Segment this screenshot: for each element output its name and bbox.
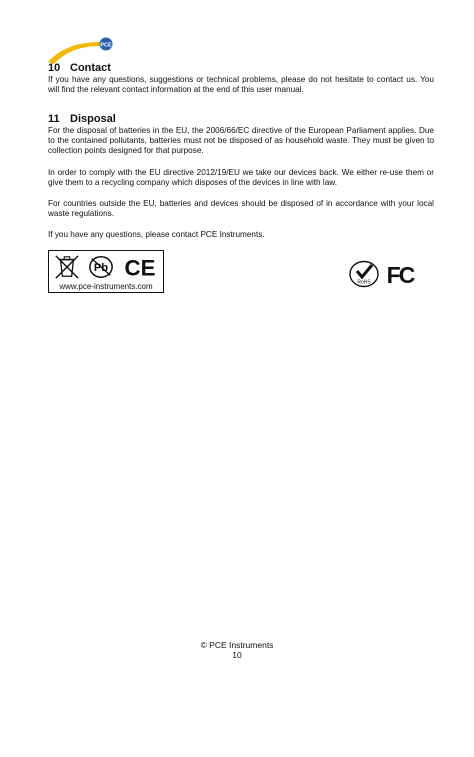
section-heading [48,62,434,74]
section-heading [48,113,434,125]
logo-swoosh [48,42,100,64]
ce-mark-icon [121,254,159,280]
page-number: 10 [232,650,242,660]
section-title: Contact [70,62,111,74]
rohs-icon [348,260,380,288]
section-number: 11 [48,113,60,125]
svg-text:Pb: Pb [93,262,109,275]
fcc-icon [384,261,416,287]
website-url: www.pce-instruments.com [59,282,153,291]
paragraph: If you have any questions, suggestions or technical problems, please do not hesitate to contact us. You will find the relevant contact information at the end of this user manual. [48,75,434,95]
section-title: Disposal [70,113,116,125]
page-footer [0,640,474,660]
section-contact [48,62,434,95]
section-number: 10 [48,62,61,74]
copyright: © PCE Instruments [200,640,274,650]
paragraph: For the disposal of batteries in the EU, the 2006/66/EC directive of the European Parliament applies. Due to the contained pollutants, batteries must not be disposed of as household waste. They must be given to collection points designed for that purpose. [48,126,434,156]
disposal-symbols-box [48,250,164,293]
svg-text:FC: FC [386,262,414,287]
section-disposal [48,113,434,241]
paragraph: If you have any questions, please contact PCE Instruments. [48,230,265,240]
crossed-pb-bin-icon [87,254,115,280]
svg-text:CE: CE [124,255,156,280]
svg-text:RoHS: RoHS [357,279,371,286]
crossed-bin-icon [53,254,81,280]
logo-text: PCE [100,42,112,49]
paragraph: In order to comply with the EU directive 2012/19/EU we take our devices back. We either re-use them or give them to a recycling company which disposes of the devices in line with law. [48,167,434,187]
paragraph: For countries outside the EU, batteries and devices should be disposed of in accordance with your local waste regulations. [48,199,434,219]
